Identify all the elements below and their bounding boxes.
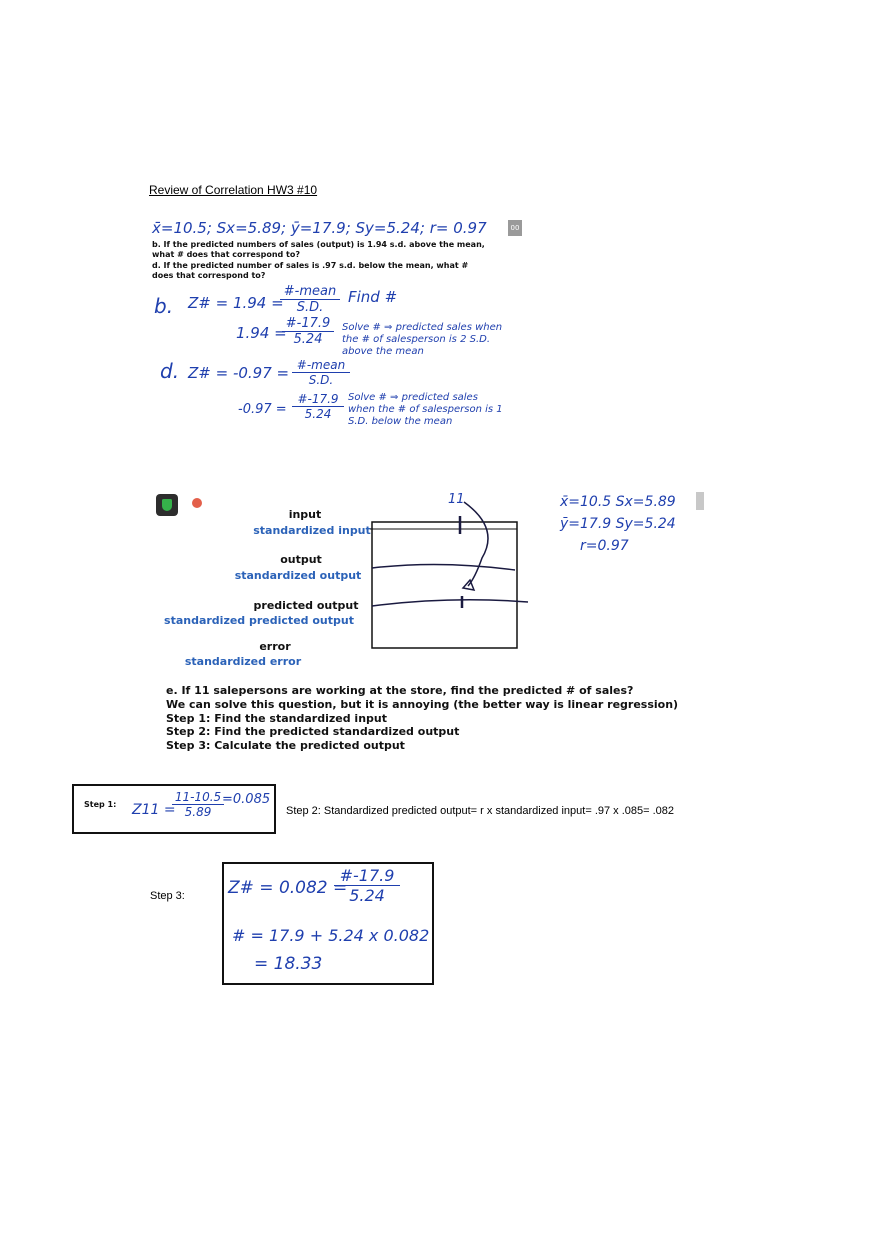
step3-numerator: #-17.9 xyxy=(334,866,400,886)
shield-icon xyxy=(162,499,172,511)
label-standardized-error: standardized error xyxy=(184,655,302,668)
b-eq1-denominator: S.D. xyxy=(296,300,324,315)
predicted-line xyxy=(372,600,528,606)
output-line xyxy=(372,564,515,570)
label-input: input xyxy=(288,508,322,521)
step3-line3: = 18.33 xyxy=(254,954,323,974)
note-line-1: x̄=10.5 Sx=5.89 xyxy=(560,494,676,510)
step1-numerator: 11-10.5 xyxy=(172,790,224,805)
notes-panel-bd xyxy=(148,216,516,474)
step3-fraction xyxy=(334,866,400,905)
label-output: output xyxy=(280,553,322,566)
label-predicted-output: predicted output xyxy=(253,599,359,612)
step1-box xyxy=(72,784,276,834)
step2-text: Step 2: Standardized predicted output= r x standardized input= .97 x .085= .082 xyxy=(286,805,675,817)
b-eq1-numerator: #-mean xyxy=(280,284,340,300)
label-standardized-predicted-output: standardized predicted output xyxy=(164,614,354,627)
d-eq2-lhs: -0.97 = xyxy=(238,402,287,417)
step1-fraction xyxy=(172,790,224,819)
label-b: b. xyxy=(154,294,174,318)
video-badge: 00 xyxy=(508,220,522,236)
step1-lhs: Z11 = xyxy=(132,802,176,818)
d-eq1-lhs: Z# = -0.97 = xyxy=(188,364,290,382)
label-error: error xyxy=(259,640,291,653)
prompt-d: d. If the predicted number of sales is .97 s.d. below the mean, what # does that correspond to? xyxy=(152,261,469,280)
note-line-3: r=0.97 xyxy=(580,538,629,554)
mapping-arrow xyxy=(464,502,488,586)
d-eq2-fraction xyxy=(292,392,344,421)
label-d: d. xyxy=(160,359,180,383)
scroll-tab xyxy=(696,492,704,510)
step1-denominator: 5.89 xyxy=(184,805,212,819)
b-eq2-numerator: #-17.9 xyxy=(282,316,334,332)
d-solve-note: Solve # ⇒ predicted sales when the # of salesperson is 1 S.D. below the mean xyxy=(348,392,503,427)
b-eq1-lhs: Z# = 1.94 = xyxy=(188,294,284,312)
b-eq1-fraction xyxy=(280,284,340,315)
b-find: Find # xyxy=(348,288,398,306)
d-eq2-numerator: #-17.9 xyxy=(292,392,344,407)
shield-app-icon xyxy=(156,494,178,516)
step1-label: Step 1: xyxy=(84,800,117,809)
diagram-panel xyxy=(150,488,710,760)
d-eq1-numerator: #-mean xyxy=(292,358,350,373)
label-standardized-output: standardized output xyxy=(234,569,362,582)
step1-instruction: Step 1: Find the standardized input xyxy=(166,712,387,725)
question-e-line2: We can solve this question, but it is annoying (the better way is linear regression) xyxy=(166,698,679,711)
diagram-box xyxy=(372,522,517,648)
mapping-diagram xyxy=(360,488,530,658)
step2-instruction: Step 2: Find the predicted standardized output xyxy=(166,725,460,738)
step3-denominator: 5.24 xyxy=(349,886,385,905)
d-eq2-denominator: 5.24 xyxy=(304,407,332,421)
prompt-b: b. If the predicted numbers of sales (output) is 1.94 s.d. above the mean, what # does that correspond to? xyxy=(152,240,485,259)
b-eq2-denominator: 5.24 xyxy=(293,332,323,347)
step3-box xyxy=(222,862,434,985)
label-standardized-input: standardized input xyxy=(253,524,371,537)
step3-label: Step 3: xyxy=(150,890,185,902)
question-e: e. If 11 salepersons are working at the store, find the predicted # of sales? xyxy=(166,684,634,697)
document-title: Review of Correlation HW3 #10 xyxy=(149,183,318,197)
given-values: x̄=10.5; Sx=5.89; ȳ=17.9; Sy=5.24; r= 0.97 xyxy=(152,219,487,237)
b-solve-note: Solve # ⇒ predicted sales when the # of salesperson is 2 S.D. above the mean xyxy=(342,322,503,357)
d-eq1-fraction xyxy=(292,358,350,387)
marker-11: 11 xyxy=(448,492,465,507)
step3-instruction: Step 3: Calculate the predicted output xyxy=(166,739,405,752)
step3-lhs: Z# = 0.082 = xyxy=(228,878,348,898)
note-line-2: ȳ=17.9 Sy=5.24 xyxy=(560,516,676,532)
b-eq2-lhs: 1.94 = xyxy=(236,324,287,342)
b-eq2-fraction xyxy=(282,316,334,347)
d-eq1-denominator: S.D. xyxy=(308,373,334,387)
step3-line2: # = 17.9 + 5.24 x 0.082 xyxy=(232,926,430,945)
step1-result: =0.085 xyxy=(222,792,271,807)
record-icon xyxy=(192,498,202,508)
